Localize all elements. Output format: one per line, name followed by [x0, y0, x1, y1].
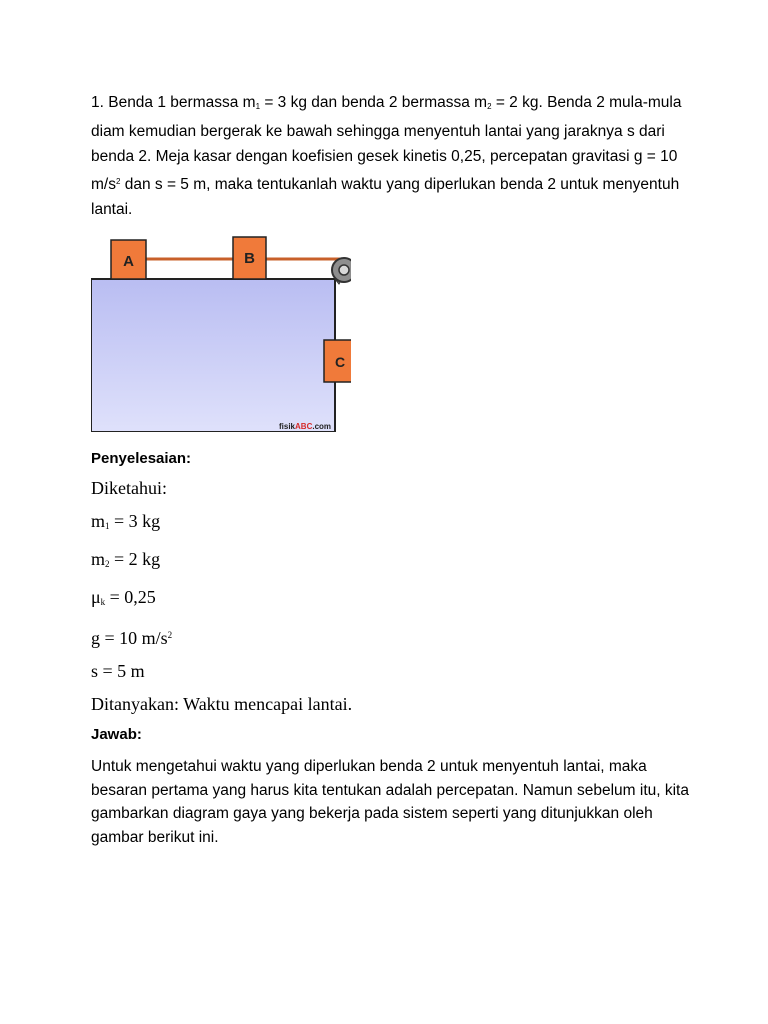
problem-sub-2: 2: [487, 102, 492, 111]
given-m1-value: = 3 kg: [109, 511, 161, 531]
given-m1-symbol: m: [91, 511, 106, 531]
table-surface: [91, 279, 335, 432]
answer-text: Untuk mengetahui waktu yang diperlukan benda 2 untuk menyentuh lantai, maka besaran pertama yang harus kita tentukan adalah percepatan. Namun sebelum itu, kita gambarkan diagram gaya yang bekerja pada sistem seperti yang ditunjukkan oleh gambar berikut ini.: [91, 758, 689, 846]
given-section: [91, 477, 691, 715]
given-mu-symbol: μ: [91, 587, 101, 607]
given-mu-sub: k: [100, 597, 106, 607]
given-asked: Ditanyakan: Waktu mencapai lantai.: [91, 694, 353, 714]
given-m2-value: = 2 kg: [109, 549, 161, 569]
block-c-label: C: [334, 354, 346, 370]
document-page: [91, 90, 691, 849]
pulley-diagram: [91, 232, 351, 432]
problem-text-4: dan s = 5 m, maka tentukanlah waktu yang diperlukan benda 2 untuk menyentuh lantai.: [91, 176, 680, 218]
watermark-mid: ABC: [295, 422, 313, 431]
watermark: [279, 422, 331, 431]
solution-heading: Penyelesaian:: [91, 450, 192, 467]
given-m2-sub: 2: [105, 559, 110, 569]
block-b-label: B: [244, 250, 255, 267]
problem-sub-1: 1: [255, 102, 261, 111]
given-m2: [91, 548, 691, 575]
given-g-value: g = 10 m/s: [91, 628, 168, 648]
given-mu-value: = 0,25: [105, 587, 156, 607]
watermark-pre: fisik: [279, 422, 296, 431]
watermark-post: .com: [312, 422, 332, 431]
given-m1: [91, 510, 691, 537]
given-mu: [91, 586, 691, 613]
problem-sup-3: 2: [115, 177, 121, 186]
given-title: Diketahui:: [91, 478, 167, 498]
given-g: [91, 624, 691, 649]
problem-text-1: 1. Benda 1 bermassa m: [91, 94, 256, 111]
problem-text-3: = 2 kg. Benda 2 mula-mula diam kemudian bergerak ke bawah sehingga menyentuh lantai yang jaraknya s dari benda 2. Meja kasar dengan koefisien gesek kinetis 0,25, percepatan gravitasi g = 10 m/s: [91, 94, 682, 193]
given-m1-sub: 1: [105, 521, 110, 531]
block-a-label: A: [123, 253, 134, 270]
pulley-axle: [339, 265, 349, 275]
given-m2-symbol: m: [91, 549, 106, 569]
given-s: s = 5 m: [91, 661, 145, 681]
given-g-sup: 2: [167, 630, 173, 640]
problem-text-2: = 3 kg dan benda 2 bermassa m: [260, 94, 488, 111]
answer-heading: Jawab:: [91, 726, 142, 743]
pulley-diagram-svg: [91, 232, 351, 432]
problem-statement: [91, 90, 691, 222]
